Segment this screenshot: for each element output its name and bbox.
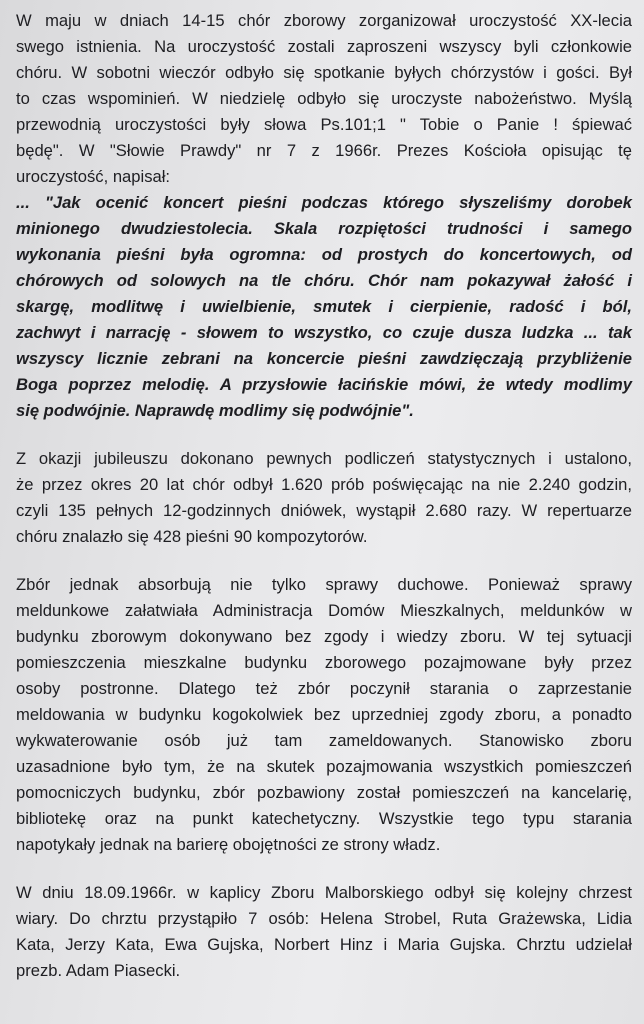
- text-line: uzasadnione było tym, że na skutek pozajmowania wszystkich pomieszczeń: [16, 757, 632, 776]
- document-body: [16, 8, 636, 984]
- text-line: W dniu 18.09.1966r. w kaplicy Zboru Malborskiego odbył się kolejny chrzest: [16, 883, 632, 902]
- text-line: bibliotekę oraz na punkt katechetyczny. Wszystkie tego typu starania: [16, 809, 632, 828]
- text-line: uroczystość, napisał:: [16, 167, 171, 186]
- text-line: że przez okres 20 lat chór odbył 1.620 prób poświęcając na nie 2.240 godzin,: [16, 475, 632, 494]
- paragraph-registration: [16, 572, 636, 858]
- quote-line: zachwyt i narrację - słowem to wszystko, co czuje dusza ludzka ... tak: [16, 323, 632, 342]
- text-line: W maju w dniach 14-15 chór zborowy zorganizował uroczystość XX-lecia: [16, 11, 632, 30]
- text-line: to czas wspominień. W niedzielę odbyło się uroczyste nabożeństwo. Myślą: [16, 89, 632, 108]
- text-line: chóru. W sobotni wieczór odbyło się spotkanie byłych chórzystów i gości. Był: [16, 63, 632, 82]
- text-line: Zbór jednak absorbują nie tylko sprawy duchowe. Ponieważ sprawy: [16, 575, 632, 594]
- text-line: Kata, Jerzy Kata, Ewa Gujska, Norbert Hinz i Maria Gujska. Chrztu udzielał: [16, 935, 632, 954]
- text-line: czyli 135 pełnych 12-godzinnych dniówek, wystąpił 2.680 razy. W repertuarze: [16, 501, 632, 520]
- text-line: budynku zborowym dokonywano bez zgody i wiedzy zboru. W tej sytuacji: [16, 627, 632, 646]
- text-line: będę". W "Słowie Prawdy" nr 7 z 1966r. Prezes Kościoła opisując tę: [16, 141, 632, 160]
- quote-block: [16, 190, 636, 424]
- text-line: pomieszczenia mieszkalne budynku zborowego pozajmowane były przez: [16, 653, 632, 672]
- quote-line: Boga poprzez melodię. A przysłowie łacińskie mówi, że wtedy modlimy: [16, 375, 632, 394]
- text-line: meldunkowe załatwiała Administracja Domów Mieszkalnych, meldunków w: [16, 601, 632, 620]
- text-line: pomocniczych budynku, zbór pozbawiony został pomieszczeń na kancelarię,: [16, 783, 632, 802]
- text-line: swego istnienia. Na uroczystość zostali zaproszeni wszyscy byli członkowie: [16, 37, 632, 56]
- paragraph-spacer: [16, 858, 636, 880]
- text-line: meldowania w budynku kogokolwiek bez uprzedniej zgody zboru, a ponadto: [16, 705, 632, 724]
- text-line: osoby postronne. Dlatego też zbór poczynił starania o zaprzestanie: [16, 679, 632, 698]
- text-line: prezb. Adam Piasecki.: [16, 961, 181, 980]
- paragraph-baptism: [16, 880, 636, 984]
- quote-line: skargę, modlitwę i uwielbienie, smutek i cierpienie, radość i ból,: [16, 297, 632, 316]
- quote-line: się podwójnie. Naprawdę modlimy się podwójnie".: [16, 401, 414, 420]
- quote-line: ... "Jak ocenić koncert pieśni podczas którego słyszeliśmy dorobek: [16, 193, 632, 212]
- paragraph-choir-anniversary: [16, 8, 636, 190]
- text-line: napotykały jednak na barierę obojętności ze strony władz.: [16, 835, 441, 854]
- paragraph-spacer: [16, 424, 636, 446]
- paragraph-statistics: [16, 446, 636, 550]
- quote-line: minionego dwudziestolecia. Skala rozpiętości trudności i samego: [16, 219, 632, 238]
- paragraph-spacer: [16, 550, 636, 572]
- quote-line: wszyscy licznie zebrani na koncercie pieśni zawdzięczają przybliżenie: [16, 349, 632, 368]
- text-line: przewodnią uroczystości były słowa Ps.101;1 " Tobie o Panie ! śpiewać: [16, 115, 632, 134]
- text-line: wykwaterowanie osób już tam zameldowanych. Stanowisko zboru: [16, 731, 632, 750]
- text-line: chóru znalazło się 428 pieśni 90 kompozytorów.: [16, 527, 368, 546]
- text-line: wiary. Do chrztu przystąpiło 7 osób: Helena Strobel, Ruta Grażewska, Lidia: [16, 909, 632, 928]
- quote-line: chórowych od solowych na tle chóru. Chór nam pokazywał żałość i: [16, 271, 632, 290]
- quote-line: wykonania pieśni była ogromna: od prostych do koncertowych, od: [16, 245, 632, 264]
- text-line: Z okazji jubileuszu dokonano pewnych podliczeń statystycznych i ustalono,: [16, 449, 632, 468]
